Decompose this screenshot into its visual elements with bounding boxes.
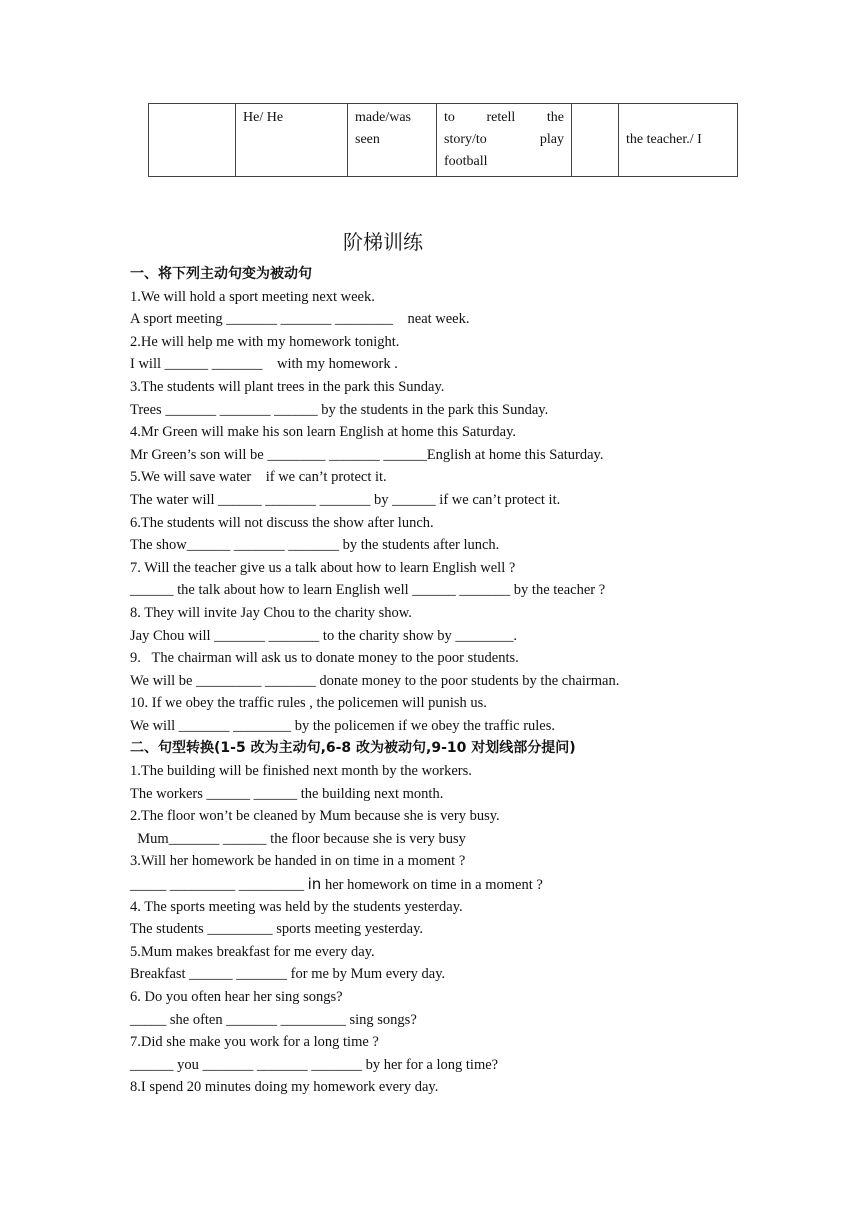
line-text: in bbox=[307, 875, 322, 894]
exercise-line: 2.He will help me with my homework tonight. bbox=[130, 333, 400, 350]
exercise-line: Mum_______ ______ the floor because she is very busy bbox=[130, 830, 466, 847]
table-cell bbox=[348, 104, 437, 177]
cell-line: made/was bbox=[355, 110, 411, 125]
cell-line: seen bbox=[355, 132, 380, 147]
exercise-line: 7.Did she make you work for a long time ? bbox=[130, 1034, 379, 1051]
exercise-line: 3.The students will plant trees in the park this Sunday. bbox=[130, 378, 445, 395]
exercise-line bbox=[130, 873, 770, 896]
exercise-line: Trees _______ _______ ______ by the students in the park this Sunday. bbox=[130, 401, 549, 418]
exercise-line: ______ the talk about how to learn English well ______ _______ by the teacher ? bbox=[130, 582, 606, 599]
exercise-line: ______ you _______ _______ _______ by her for a long time? bbox=[130, 1056, 499, 1073]
exercise-line: Mr Green’s son will be ________ _______ ______English at home this Saturday. bbox=[130, 446, 604, 463]
section-heading: 二、句型转换(1-5 改为主动句,6-8 改为被动句,9-10 对划线部分提问) bbox=[130, 740, 576, 757]
exercise-line: 1.We will hold a sport meeting next week. bbox=[130, 288, 375, 305]
cell-line: football bbox=[444, 154, 488, 169]
exercise-content bbox=[130, 263, 770, 1099]
exercise-line: Jay Chou will _______ _______ to the charity show by ________. bbox=[130, 627, 518, 644]
answer-table bbox=[148, 103, 738, 177]
exercise-line: The water will ______ _______ _______ by ______ if we can’t protect it. bbox=[130, 491, 561, 508]
table-cell: He/ He bbox=[236, 104, 348, 177]
section-2-lines bbox=[130, 760, 770, 873]
table-cell bbox=[149, 104, 236, 177]
exercise-line: 10. If we obey the traffic rules , the policemen will punish us. bbox=[130, 695, 487, 712]
exercise-line: 3.Will her homework be handed in on time in a moment ? bbox=[130, 853, 466, 870]
page-title: 阶梯训练 bbox=[343, 230, 423, 254]
exercise-line: 1.The building will be finished next month by the workers. bbox=[130, 763, 472, 780]
line-text: her homework on time in a moment ? bbox=[321, 877, 543, 894]
line-text: _____ _________ _________ bbox=[130, 877, 308, 894]
exercise-line: The show______ _______ _______ by the students after lunch. bbox=[130, 537, 500, 554]
table-cell bbox=[572, 104, 619, 177]
table-cell bbox=[437, 104, 572, 177]
exercise-line: We will _______ ________ by the policemen if we obey the traffic rules. bbox=[130, 717, 556, 734]
exercise-line: 5.Mum makes breakfast for me every day. bbox=[130, 943, 375, 960]
exercise-line: 8. They will invite Jay Chou to the charity show. bbox=[130, 604, 412, 621]
exercise-line: 5.We will save water if we can’t protect it. bbox=[130, 469, 387, 486]
section-heading: 一、将下列主动句变为被动句 bbox=[130, 266, 312, 282]
table-cell: the teacher./ I bbox=[619, 104, 738, 177]
exercise-line: 8.I spend 20 minutes doing my homework every day. bbox=[130, 1079, 439, 1096]
exercise-line: 7. Will the teacher give us a talk about how to learn English well ? bbox=[130, 559, 516, 576]
exercise-line: A sport meeting _______ _______ ________ neat week. bbox=[130, 311, 470, 328]
cell-line: to retell the bbox=[444, 110, 564, 125]
exercise-line: 6. Do you often hear her sing songs? bbox=[130, 989, 343, 1005]
exercise-line: 6.The students will not discuss the show after lunch. bbox=[130, 514, 434, 531]
section-1-lines bbox=[130, 286, 770, 738]
section-2-lines bbox=[130, 896, 770, 1099]
cell-line: story/to play bbox=[444, 132, 564, 147]
exercise-line: 4. The sports meeting was held by the students yesterday. bbox=[130, 898, 463, 915]
exercise-line: The students _________ sports meeting yesterday. bbox=[130, 921, 424, 938]
exercise-line: 9. The chairman will ask us to donate money to the poor students. bbox=[130, 650, 519, 667]
exercise-line: I will ______ _______ with my homework . bbox=[130, 356, 398, 373]
exercise-line: _____ she often _______ _________ sing songs? bbox=[130, 1011, 417, 1028]
exercise-line: 4.Mr Green will make his son learn English at home this Saturday. bbox=[130, 424, 517, 441]
exercise-line: We will be _________ _______ donate money to the poor students by the chairman. bbox=[130, 672, 620, 689]
table-row bbox=[149, 104, 738, 177]
exercise-line: 2.The floor won’t be cleaned by Mum because she is very busy. bbox=[130, 808, 500, 825]
exercise-line: Breakfast ______ _______ for me by Mum every day. bbox=[130, 966, 446, 983]
exercise-line: The workers ______ ______ the building next month. bbox=[130, 785, 444, 802]
